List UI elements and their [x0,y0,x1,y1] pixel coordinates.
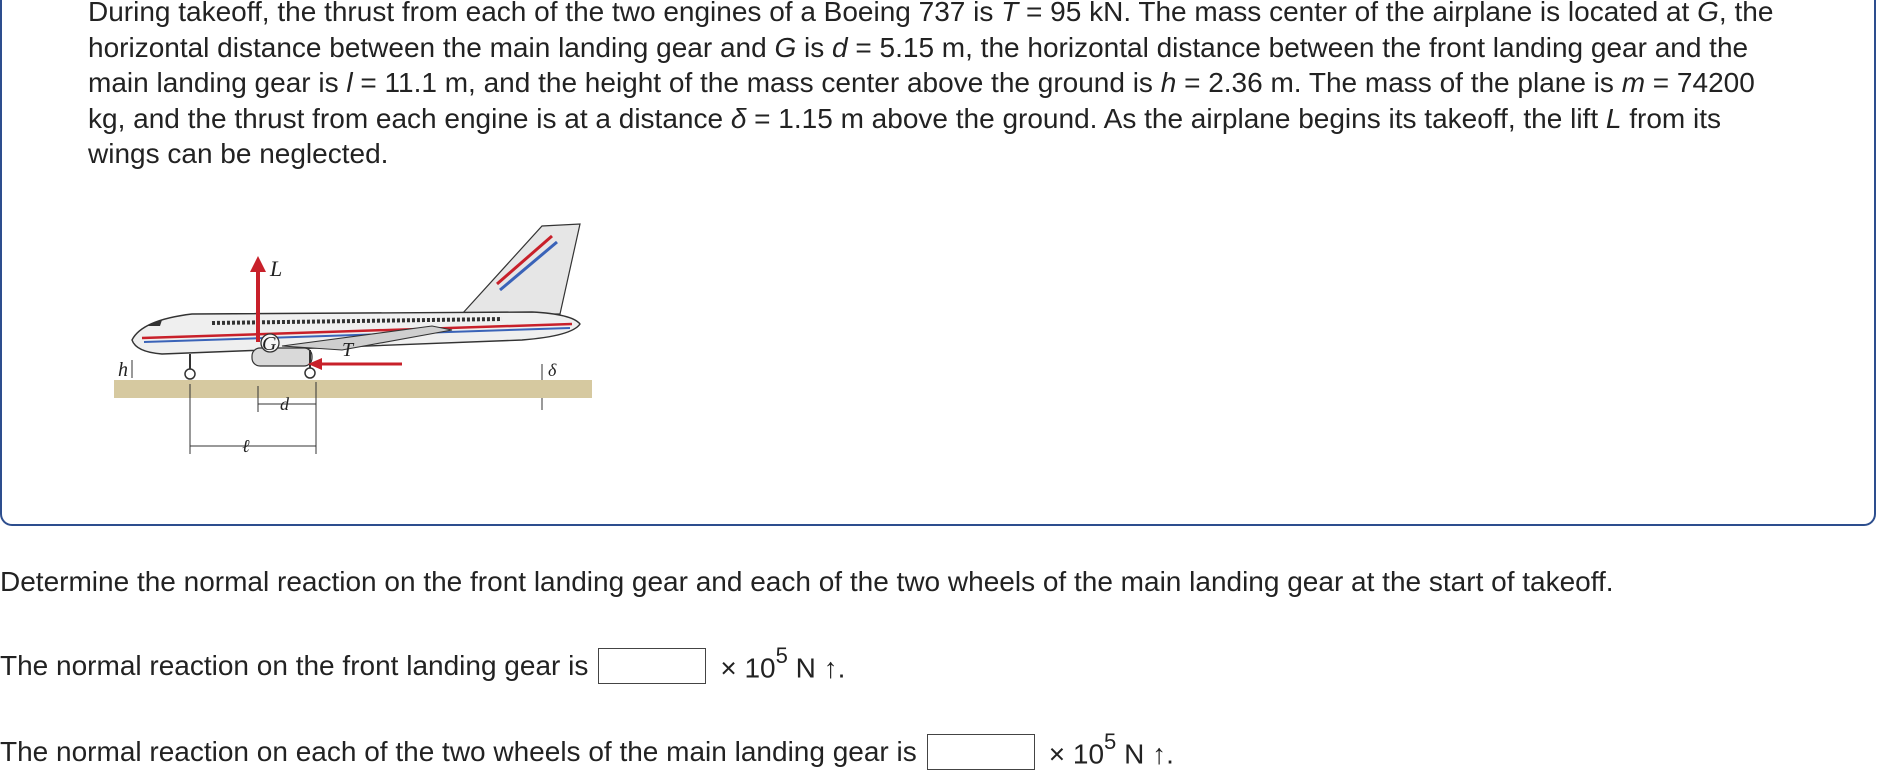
lift-arrow [250,256,266,272]
engine [252,348,312,366]
label-ell: ℓ [242,436,250,456]
label-G: G [262,333,277,355]
label-d: d [280,394,289,414]
front-units: × $10^5$ N ↑. [720,643,846,684]
tail-fin [462,224,580,314]
label-T: T [342,339,354,361]
main-reaction-input[interactable] [927,734,1035,770]
main-answer-row [0,729,1174,770]
ground-strip [114,380,592,398]
main-answer-label: The normal reaction on each of the two wheels of the main landing gear is [0,735,917,767]
question-text: Determine the normal reaction on the front landing gear and each of the two wheels of the main landing gear at the start of takeoff. [0,566,1614,597]
main-units: × $10^5$ N ↑. [1048,729,1174,770]
front-reaction-input[interactable] [598,648,706,684]
front-wheel [185,369,195,379]
label-h: h [118,359,128,381]
main-wheel [305,368,315,378]
label-L: L [270,256,283,281]
front-answer-label: The normal reaction on the front landing gear is [0,649,589,681]
airplane-figure [102,214,602,464]
front-answer-row [0,643,846,684]
problem-statement: During takeoff, the thrust from each of the two engines of a Boeing 737 is T = 95 kN. The mass center of the airplane is located at G, the horizontal distance between the main landing gear and G is d = 5.15 m, the horizontal distance between the front landing gear and the main landing gear is l = 11.1 m, and the height of the mass center above the ground is h = 2.36 m. The mass of the plane is m = 74200 kg, and the thrust from each engine is at a distance δ = 1.15 m above the ground. As the airplane begins its takeoff, the lift L from its wings can be neglected. [88,0,1774,169]
label-delta: δ [548,360,557,380]
